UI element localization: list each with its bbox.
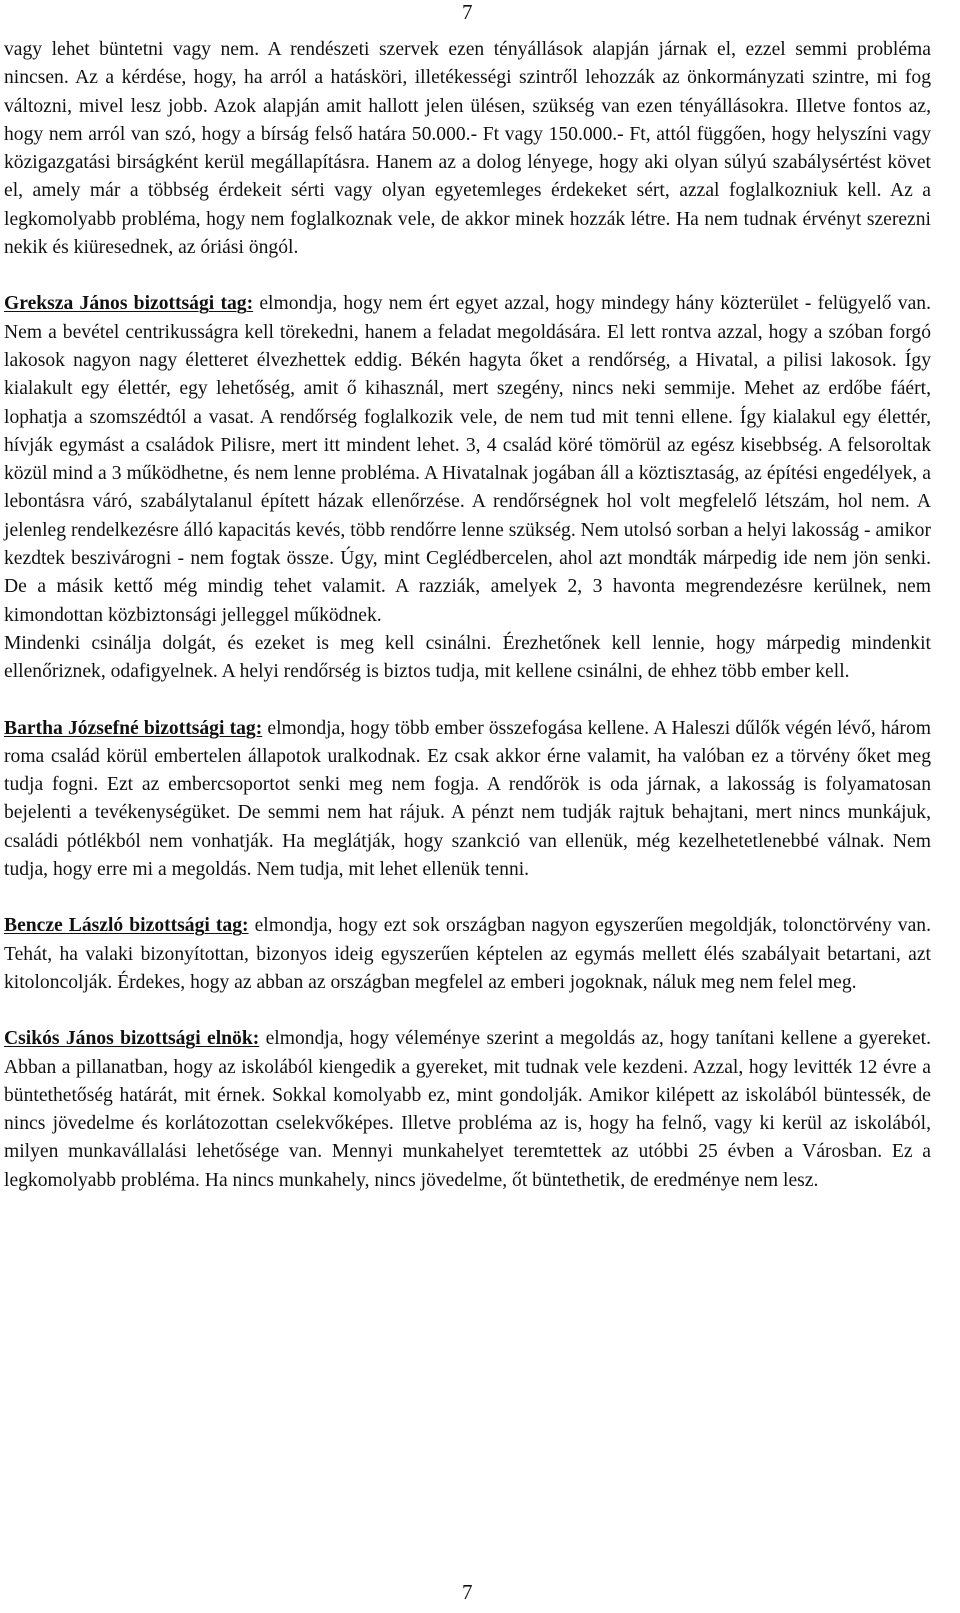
intro-paragraph: vagy lehet büntetni vagy nem. A rendészeti szervek ezen tényállások alapján járnak el, ezzel semmi probléma nincsen. Az a kérdése, hogy, ha arról a hatásköri, illetékességi szintről lehozzák az önkormányzati szintre, mi fog változni, mivel lesz jobb. Azok alapján amit hallott jelen ülésen, szükség van ezen tényállásokra. Illetve fontos az, hogy nem arról van szó, hogy a bírság felső határa 50.000.- Ft vagy 150.000.- Ft, attól függően, hogy helyszíni vagy közigazgatási birságként kerül megállapításra. Hanem az a dolog lényege, hogy aki olyan súlyú szabálysértést követ el, amely már a többség érdekeit sérti vagy olyan egyetemleges érdekeket sért, azzal foglalkozniuk kell. Az a legkomolyabb probléma, hogy nem foglalkoznak vele, de akkor minek hozzák létre. Ha nem tudnak érvényt szerezni nekik és kiüresednek, az óriási öngól. (4, 39, 931, 259)
greksza-paragraph (4, 290, 931, 630)
speaker-name: Csikós János bizottsági elnök: (4, 1028, 260, 1050)
csikos-paragraph (4, 1025, 931, 1195)
paragraph-gap (4, 997, 931, 1025)
statement-text: elmondja, hogy több ember összefogása kellene. A Haleszi dűlők végén lévő, három roma család körül embertelen állapotok uralkodnak. Ez csak akkor érne valamit, ha valóban ez a törvény őket meg tudja fogni. Ezt az embercsoportot senki meg nem fogja. A rendőrök is oda járnak, a lakosság is folyamatosan bejelenti a tevékenységüket. De semmi nem hat rájuk. A pénzt nem tudják rajtuk behajtani, mert nincs munkájuk, családi pótlékból nem vonhatják. Ha meglátják, hogy szankció van ellenük, még kezelhetetlenebbé válnak. Nem tudja, hogy erre mi a megoldás. Nem tudja, mit lehet ellenük tenni. (4, 717, 931, 881)
statement-text: elmondja, hogy véleménye szerint a megoldás az, hogy tanítani kellene a gyereket. Abban a pillanatban, hogy az iskolából kiengedik a gyereket, mit tudnak vele kezdeni. Azzal, hogy levitték 12 évre a büntethetőség határát, mit érnek. Sokkal komolyabb ez, mint gondolják. Amikor kilépett az iskolából büntessék, de nincs jövedelme és korlátozottan cselekvőképes. Illetve probléma az is, hogy ha felnő, vagy ki kerül az iskolából, milyen munkavállalási lehetősége van. Mennyi munkahelyet teremtettek az utóbbi 25 évben a Városban. Ez a legkomolyabb probléma. Ha nincs munkahely, nincs jövedelme, őt büntethetik, de eredménye nem lesz. (4, 1028, 932, 1191)
document-body (4, 36, 931, 1195)
bartha-paragraph (4, 715, 931, 885)
paragraph-gap (4, 262, 931, 290)
paragraph-gap (4, 884, 931, 912)
page-number-top: 7 (462, 0, 473, 24)
page-number-bottom: 7 (462, 1580, 473, 1604)
greksza-paragraph-continued: Mindenki csinálja dolgát, és ezeket is meg kell csinálni. Érezhetőnek kell lennie, hogy márpedig mindenkit ellenőriznek, odafigyelnek. A helyi rendőrség is biztos tudja, mit kellene csinálni, de ehhez több ember kell. (4, 632, 931, 683)
speaker-name: Bartha Józsefné bizottsági tag: (4, 717, 263, 739)
speaker-name: Greksza János bizottsági tag: (4, 293, 254, 315)
statement-text: elmondja, hogy nem ért egyet azzal, hogy mindegy hány közterület - felügyelő van. Nem a bevétel centrikusságra kell törekedni, hanem a feladat megoldására. El lett rontva azzal, hogy a szóban forgó lakosok nagyon nagy életteret élvezhettek eddig. Békén hagyta őket a rendőrség, a Hivatal, a pilisi lakosok. Így kialakult egy élettér, egy lehetőség, amit ő kihasznál, mert szegény, nincs neki semmije. Mehet az erdőbe fáért, lophatja a szomszédtól a vasat. A rendőrség foglalkozik vele, de nem tud mit tenni ellene. Így kialakul egy élettér, hívják egymást a családok Pilisre, mert itt mindent lehet. 3, 4 család köré tömörül az egész kisebbség. A felsoroltak közül mind a 3 működhetne, és nem lenne probléma. A Hivatalnak jogában áll a köztisztaság, az építési engedélyek, a lebontásra váró, szabálytalanul épített házak ellenőrzése. A rendőrségnek hol volt megfelelő létszám, hol nem. A jelenleg rendelkezésre álló kapacitás kevés, több rendőrre lenne szükség. Nem utolsó sorban a helyi lakosság - amikor kezdtek beszivárogni - nem fogtak össze. Úgy, mint Ceglédbercelen, ahol azt mondták márpedig ide nem jön senki. De a másik kettő még mindig tehet valamit. A razziák, amelyek 2, 3 havonta megrendezésre kerülnek, nem kimondottan közbiztonsági jelleggel működnek. (4, 293, 931, 626)
speaker-name: Bencze László bizottsági tag: (4, 915, 249, 937)
statement-text: elmondja, hogy ezt sok országban nagyon egyszerűen megoldják, tolonctörvény van. Tehát, ha valaki bizonyítottan, bizonyos ideig egyszerűen képtelen az egymás mellett élés szabályait betartani, azt kitoloncolják. Érdekes, hogy az abban az országban megfelel az emberi jogoknak, náluk meg nem felel meg. (4, 915, 931, 993)
paragraph-gap (4, 687, 931, 715)
bencze-paragraph (4, 912, 931, 997)
